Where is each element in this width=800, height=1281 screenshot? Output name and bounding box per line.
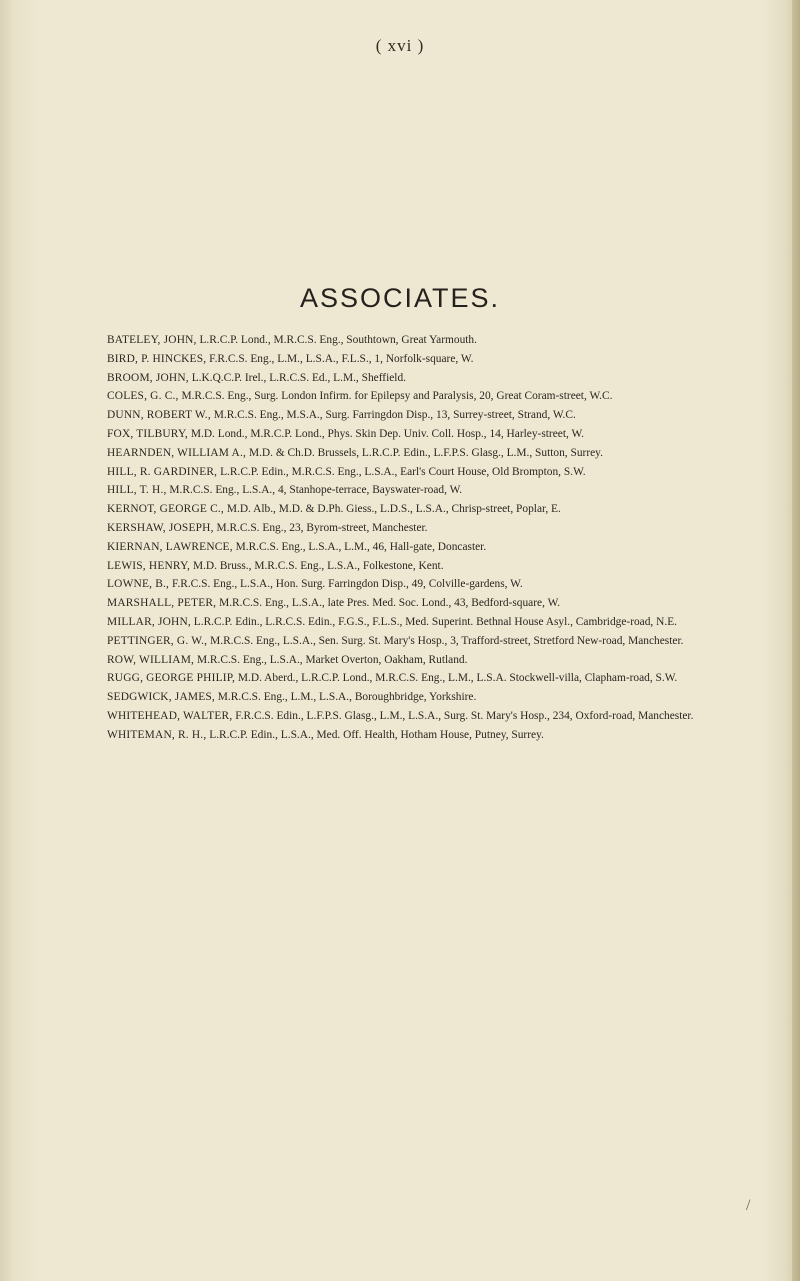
section-title: ASSOCIATES. bbox=[299, 283, 501, 313]
list-item bbox=[107, 331, 719, 349]
entry-name: KERNOT, GEORGE C., bbox=[107, 503, 224, 516]
list-item bbox=[107, 500, 719, 518]
entry-name: MILLAR, JOHN, bbox=[107, 615, 191, 628]
entry-details: M.R.C.S. Eng., 23, Byrom-street, Manchester. bbox=[216, 521, 428, 534]
entry-details: M.R.C.S. Eng., Surg. London Infirm. for Epilepsy and Paralysis, 20, Great Coram-street, W.C. bbox=[181, 390, 613, 403]
entry-details: L.K.Q.C.P. Irel., L.R.C.S. Ed., L.M., Sheffield. bbox=[191, 371, 407, 384]
list-item bbox=[107, 557, 719, 575]
page-number: ( xvi ) bbox=[375, 36, 425, 55]
list-item bbox=[107, 425, 719, 443]
entry-name: HEARNDEN, WILLIAM A., bbox=[107, 446, 247, 459]
list-item bbox=[107, 538, 719, 556]
list-item bbox=[107, 632, 719, 650]
entry-name: DUNN, ROBERT W., bbox=[107, 409, 211, 422]
entry-name: MARSHALL, PETER, bbox=[107, 597, 217, 610]
entry-name: HILL, T. H., bbox=[107, 484, 167, 497]
entry-details: F.R.C.S. Eng., L.M., L.S.A., F.L.S., 1, Norfolk-square, W. bbox=[209, 352, 474, 365]
entry-details: M.D. Alb., M.D. & D.Ph. Giess., L.D.S., L.S.A., Chrisp-street, Poplar, E. bbox=[226, 503, 561, 516]
entry-details: M.R.C.S. Eng., L.S.A., 4, Stanhope-terrace, Bayswater-road, W. bbox=[169, 484, 463, 497]
entry-details: F.R.C.S. Edin., L.F.P.S. Glasg., L.M., L.S.A., Surg. St. Mary's Hosp., 234, Oxford-road, Manchester. bbox=[235, 709, 694, 722]
entry-details: M.D. Aberd., L.R.C.P. Lond., M.R.C.S. Eng., L.M., L.S.A. Stockwell-villa, Clapham-road, S.W. bbox=[237, 672, 678, 685]
entry-name: BROOM, JOHN, bbox=[107, 371, 189, 384]
entry-name: ROW, WILLIAM, bbox=[107, 653, 195, 666]
entry-name: BIRD, P. HINCKES, bbox=[107, 352, 207, 365]
list-item bbox=[107, 519, 719, 537]
list-item bbox=[107, 707, 719, 725]
list-item bbox=[107, 575, 719, 593]
list-item bbox=[107, 688, 719, 706]
list-item bbox=[107, 726, 719, 744]
entry-details: M.R.C.S. Eng., L.S.A., Sen. Surg. St. Mary's Hosp., 3, Trafford-street, Stretford New-road, Manchester. bbox=[210, 634, 684, 647]
list-item bbox=[107, 594, 719, 612]
entry-name: LOWNE, B., bbox=[107, 578, 170, 591]
list-item bbox=[107, 444, 719, 462]
entry-name: FOX, TILBURY, bbox=[107, 427, 188, 440]
entry-details: L.R.C.P. Lond., M.R.C.S. Eng., Southtown, Great Yarmouth. bbox=[199, 334, 477, 346]
entry-name: LEWIS, HENRY, bbox=[107, 559, 191, 572]
list-item bbox=[107, 669, 719, 687]
entry-details: M.D. & Ch.D. Brussels, L.R.C.P. Edin., L.F.P.S. Glasg., L.M., Sutton, Surrey. bbox=[248, 446, 603, 459]
entry-details: M.R.C.S. Eng., L.S.A., L.M., 46, Hall-gate, Doncaster. bbox=[235, 540, 487, 553]
margin-mark: / bbox=[746, 1197, 751, 1214]
list-item bbox=[107, 463, 719, 481]
entry-details: M.R.C.S. Eng., M.S.A., Surg. Farringdon Disp., 13, Surrey-street, Strand, W.C. bbox=[213, 409, 576, 422]
entry-details: M.D. Lond., M.R.C.P. Lond., Phys. Skin Dep. Univ. Coll. Hosp., 14, Harley-street, W. bbox=[190, 427, 585, 440]
list-item bbox=[107, 481, 719, 499]
entry-details: L.R.C.P. Edin., M.R.C.S. Eng., L.S.A., Earl's Court House, Old Brompton, S.W. bbox=[220, 465, 586, 478]
entry-name: BATELEY, JOHN, bbox=[107, 334, 197, 346]
associates-list bbox=[107, 331, 719, 745]
page-edge bbox=[792, 0, 800, 1281]
entry-details: L.R.C.P. Edin., L.S.A., Med. Off. Health, Hotham House, Putney, Surrey. bbox=[209, 728, 544, 741]
list-item bbox=[107, 406, 719, 424]
entry-name: RUGG, GEORGE PHILIP, bbox=[107, 672, 236, 685]
entry-name: KIERNAN, LAWRENCE, bbox=[107, 540, 233, 553]
list-item bbox=[107, 613, 719, 631]
entry-name: HILL, R. GARDINER, bbox=[107, 465, 218, 478]
list-item bbox=[107, 350, 719, 368]
entry-details: M.R.C.S. Eng., L.M., L.S.A., Boroughbridge, Yorkshire. bbox=[217, 691, 477, 704]
entry-details: F.R.C.S. Eng., L.S.A., Hon. Surg. Farringdon Disp., 49, Colville-gardens, W. bbox=[171, 578, 523, 591]
entry-name: WHITEHEAD, WALTER, bbox=[107, 709, 233, 722]
entry-details: L.R.C.P. Edin., L.R.C.S. Edin., F.G.S., F.L.S., Med. Superint. Bethnal House Asyl., Cambridge-road, N.E. bbox=[193, 615, 678, 628]
entry-name: WHITEMAN, R. H., bbox=[107, 728, 207, 741]
entry-details: M.R.C.S. Eng., L.S.A., Market Overton, Oakham, Rutland. bbox=[196, 653, 468, 666]
entry-name: COLES, G. C., bbox=[107, 390, 179, 403]
entry-name: PETTINGER, G. W., bbox=[107, 634, 208, 647]
entry-details: M.R.C.S. Eng., L.S.A., late Pres. Med. Soc. Lond., 43, Bedford-square, W. bbox=[219, 597, 561, 610]
entry-name: KERSHAW, JOSEPH, bbox=[107, 521, 214, 534]
entry-details: M.D. Bruss., M.R.C.S. Eng., L.S.A., Folkestone, Kent. bbox=[192, 559, 444, 572]
list-item bbox=[107, 651, 719, 669]
entry-name: SEDGWICK, JAMES, bbox=[107, 691, 215, 704]
list-item bbox=[107, 387, 719, 405]
list-item bbox=[107, 369, 719, 387]
